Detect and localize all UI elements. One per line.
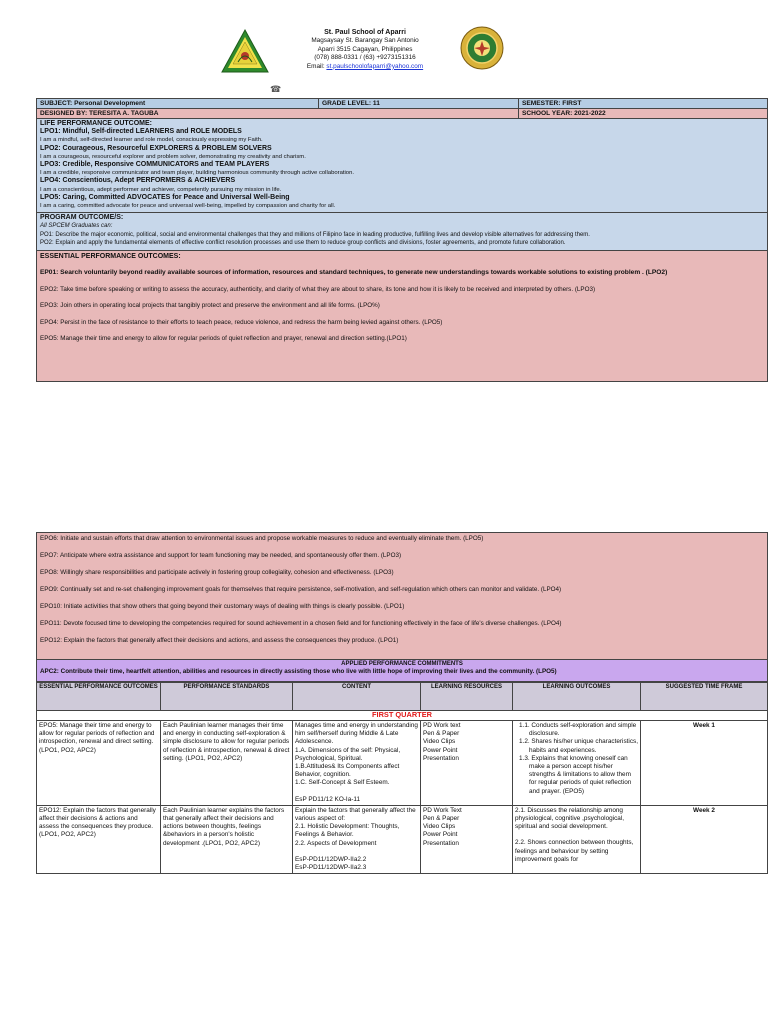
time-frame-cell: Week 1 (641, 721, 768, 806)
time-frame-cell: Week 2 (641, 805, 768, 873)
competency-code: EsP-PD11/12DWP-IIa2.2 (295, 855, 367, 863)
essential-performance-outcomes (36, 251, 768, 382)
epo-item: EPO6: Initiate and sustain efforts that draw attention to environmental issues and propose workable measures to reduce and eventually eliminate them. (LPO5) (40, 535, 484, 542)
program-outcomes (36, 213, 768, 251)
resource-item: Pen & Paper (423, 730, 460, 738)
lpo-item-title: LPO4: Conscientious, Adept PERFORMERS & ACHIEVERS (40, 177, 236, 185)
po-item: PO1: Describe the major economic, political, social and environmental challenges that they and millions of Filipino face in leading productive, fulfilling lives and develop visible alternatives for addressing them. (40, 231, 590, 238)
outcome-item: 2.1. Discusses the relationship among physiological, cognitive ,psychological, spiritual and social development. (515, 806, 625, 831)
round-seal-logo (460, 26, 504, 70)
content-line: Explain the factors that generally affect the various aspect of: (295, 806, 416, 823)
column-header: LEARNING RESOURCES (421, 683, 513, 711)
standards-cell: Each Paulinian learner explains the factors that generally affect their decisions and actions between thoughts, feelings &behaviors in a person's holistic development .(LPO1, PO2, APC2) (161, 805, 293, 873)
epo-item: EPO3: Join others in operating local projects that tangibly protect and preserve the environment and all life forms. (LPO%) (40, 302, 380, 310)
competency-code: EsP-PD11/12DWP-IIa2.3 (295, 864, 367, 872)
email-label: Email: (306, 62, 325, 70)
quarter-row (37, 711, 768, 721)
column-header: ESSENTIAL PERFORMANCE OUTCOMES (37, 683, 161, 711)
subject-cell: SUBJECT: Personal Development (37, 99, 319, 109)
epo-item: EPO2: Take time before speaking or writing to assess the accuracy, authenticity, and clarity of what they are about to share, its tone and how it is likely to be received and interpreted by others. (LPO3) (40, 285, 596, 293)
lpo-item-title: LPO1: Mindful, Self-directed LEARNERS and ROLE MODELS (40, 128, 242, 136)
course-info-table (36, 98, 768, 119)
resource-item: Video Clips (423, 738, 456, 746)
po-item: PO2: Explain and apply the fundamental elements of effective conflict resolution processes and use them to reduce group conflicts and divisions, foster agreements, and promote future collaboration. (40, 239, 566, 246)
epo-item: EPO10: Initiate activities that show others that going beyond their customary ways of dealing with things is clearly possible. (LPO1) (40, 603, 405, 610)
epo-item: EP01: Search voluntarily beyond readily available sources of information, resources and standard techniques, to generate new understandings towards workable solutions to existing problem . (LPO2) (40, 269, 668, 277)
spacer (515, 831, 638, 839)
lpo-item-title: LPO5: Caring, Committed ADVOCATES for Peace and Universal Well-Being (40, 193, 290, 201)
address-line-2: Aparri 3515 Cagayan, Philippines (317, 45, 413, 53)
content-cell (293, 805, 421, 873)
resource-item: Pen & Paper (423, 815, 460, 823)
spacer (295, 848, 418, 856)
phone-icon: ☎ (270, 84, 282, 94)
school-name: St. Paul School of Aparri (324, 29, 406, 36)
column-header: PERFORMANCE STANDARDS (161, 683, 293, 711)
lpo-item-desc: I am a conscientious, adept performer and achiever, competently pursuing my mission in life. (40, 186, 282, 193)
table-header-row (37, 683, 768, 711)
column-header: CONTENT (293, 683, 421, 711)
designed-by-cell: DESIGNED BY: TERESITA A. TAGUBA (37, 109, 519, 119)
letterhead (0, 26, 768, 94)
content-line: 1.B.Attitudes& Its Components affect Behavior, cognition. (295, 763, 400, 779)
curriculum-map-page-1 (36, 98, 768, 382)
resources-cell (421, 721, 513, 806)
epo-item: EPO11: Devote focused time to developing the competencies required for sound achievement in a chosen field and for functioning effectively in the face of life's diverse challenges. (LPO4) (40, 620, 562, 627)
competency-code: EsP PD11/12 KO-Ia-11 (295, 795, 361, 803)
applied-performance-commitments (36, 660, 768, 682)
epo-item: EPO7: Anticipate where extra assistance and support for team functioning may be needed, and spontaneously offer them. (LPO3) (40, 552, 402, 559)
epo-cell: EPO5: Manage their time and energy to allow for regular periods of reflection and introspection, renewal and direct setting. (LPO1, PO2, APC2) (37, 721, 161, 806)
epo-item: EPO12: Explain the factors that generally affect their decisions and actions, and assess the consequences they produce. (LPO1) (40, 637, 399, 644)
po-title: PROGRAM OUTCOME/S: (40, 214, 124, 222)
curriculum-table (36, 682, 768, 874)
outcome-item: 2.2. Shows connection between thoughts, feelings and behaviour by setting improvement goals for (515, 839, 634, 863)
epo-item: EPO5: Manage their time and energy to allow for regular periods of quiet reflection and prayer, renewal and direction setting.(LPO1) (40, 335, 407, 343)
table-row (37, 805, 768, 873)
resource-item: PD Work Text (423, 806, 462, 814)
resource-item: Power Point (423, 831, 458, 839)
triangle-emblem-logo (220, 28, 270, 74)
info-row-1 (37, 99, 768, 109)
lpo-item-title: LPO2: Courageous, Resourceful EXPLORERS & PROBLEM SOLVERS (40, 144, 272, 152)
school-address-block (280, 29, 450, 71)
epo-cell: EPO12: Explain the factors that generally affect their decisions & actions and assess the consequences they produce. (LPO1, PO2, APC2) (37, 805, 161, 873)
epo-item: EPO4: Persist in the face of resistance to their efforts to teach peace, reduce violence, and redress the harm being levied against others. (LPO5) (40, 318, 443, 326)
resources-cell (421, 805, 513, 873)
content-line: 2.1. Holistic Development: Thoughts, Feelings & Behavior. (295, 823, 400, 839)
standards-cell: Each Paulinian learner manages their time and energy in conducting self-exploration & simple disclosure to allow for regular periods of reflection & introspection, renewal & direct setting. (LPO1, PO2, APC2) (161, 721, 293, 806)
column-header: LEARNING OUTCOMES (513, 683, 641, 711)
essential-performance-outcomes-continued (36, 532, 768, 660)
lpo-item-desc: I am a credible, responsive communicator and team player, building harmonious community through active collaboration. (40, 170, 355, 177)
email-line (280, 63, 450, 71)
resource-item: Power Point (423, 746, 458, 754)
table-row (37, 721, 768, 806)
phone-numbers: (078) 888-0331 / (63) +9273151316 (314, 54, 416, 62)
epo-title: ESSENTIAL PERFORMANCE OUTCOMES: (40, 253, 181, 261)
content-line: 1.C. Self-Concept & Self Esteem. (295, 779, 390, 787)
resource-item: Presentation (423, 754, 459, 762)
outcome-item: 1.3. Explains that knowing oneself can make a person accept his/her strengths & limitations to allow them for regular periods of quiet reflection and prayer. (EPO5) (519, 754, 632, 795)
apc-title: APPLIED PERFORMANCE COMMITMENTS (341, 661, 463, 667)
school-year-cell: SCHOOL YEAR: 2021-2022 (519, 109, 768, 119)
epo-item: EPO8: Willingly share responsibilities and participate actively in fostering group collegiality, cohesion and effectiveness. (LPO3) (40, 569, 394, 576)
resource-item: Presentation (423, 839, 459, 847)
content-cell (293, 721, 421, 806)
lpo-item-desc: I am a mindful, self-directed learner and role model, consciously expressing my Faith. (40, 137, 263, 144)
po-subtitle: All SPCEM Graduates can: (40, 223, 113, 230)
outcomes-cell (513, 805, 641, 873)
outcome-item: 1.1. Conducts self-exploration and simple disclosure. (519, 722, 637, 738)
address-line-1: Magsaysay St. Barangay San Antonio (311, 37, 419, 45)
column-header: SUGGESTED TIME FRAME (641, 683, 768, 711)
outcomes-cell (513, 721, 641, 806)
semester-cell: SEMESTER: FIRST (519, 99, 768, 109)
content-line: 1.A. Dimensions of the self: Physical, Psychological, Spiritual. (295, 746, 401, 762)
lpo-title: LIFE PERFORMANCE OUTCOME: (40, 120, 152, 127)
content-line: Manages time and energy in understanding him self/herself during Middle & Late Adolescence. (295, 722, 418, 746)
resource-item: PD Work text (423, 722, 461, 729)
epo-item: EPO9: Continually set and re-set challenging improvement goals for themselves that require persistence, self-motivation, and self-regulation which others can monitor and validate. (LPO4) (40, 586, 562, 593)
lpo-item-desc: I am a courageous, resourceful explorer and problem solver, demonstrating my creativity and charism. (40, 153, 306, 160)
apc-text: APC2: Contribute their time, heartfelt attention, abilities and resources in directly assisting those who live with little hope of improving their lives and the community. (LPO5) (40, 668, 557, 675)
lpo-item-title: LPO3: Credible, Responsive COMMUNICATORS and TEAM PLAYERS (40, 161, 270, 169)
email-link[interactable]: st.paulschoolofaparri@yahoo.com (326, 62, 424, 70)
content-line: 2.2. Aspects of Development (295, 839, 377, 847)
resource-item: Video Clips (423, 823, 456, 831)
lpo-item-desc: I am a caring, committed advocate for peace and universal well-being, impelled by compassion and charity for all. (40, 203, 336, 210)
curriculum-map-page-2 (36, 532, 768, 874)
grade-level-cell: GRADE LEVEL: 11 (319, 99, 519, 109)
life-performance-outcomes (36, 119, 768, 213)
quarter-label: FIRST QUARTER (37, 711, 768, 721)
outcome-item: 1.2. Shares his/her unique characteristics, habits and experiences. (519, 738, 638, 754)
spacer (295, 788, 418, 796)
info-row-2 (37, 109, 768, 119)
